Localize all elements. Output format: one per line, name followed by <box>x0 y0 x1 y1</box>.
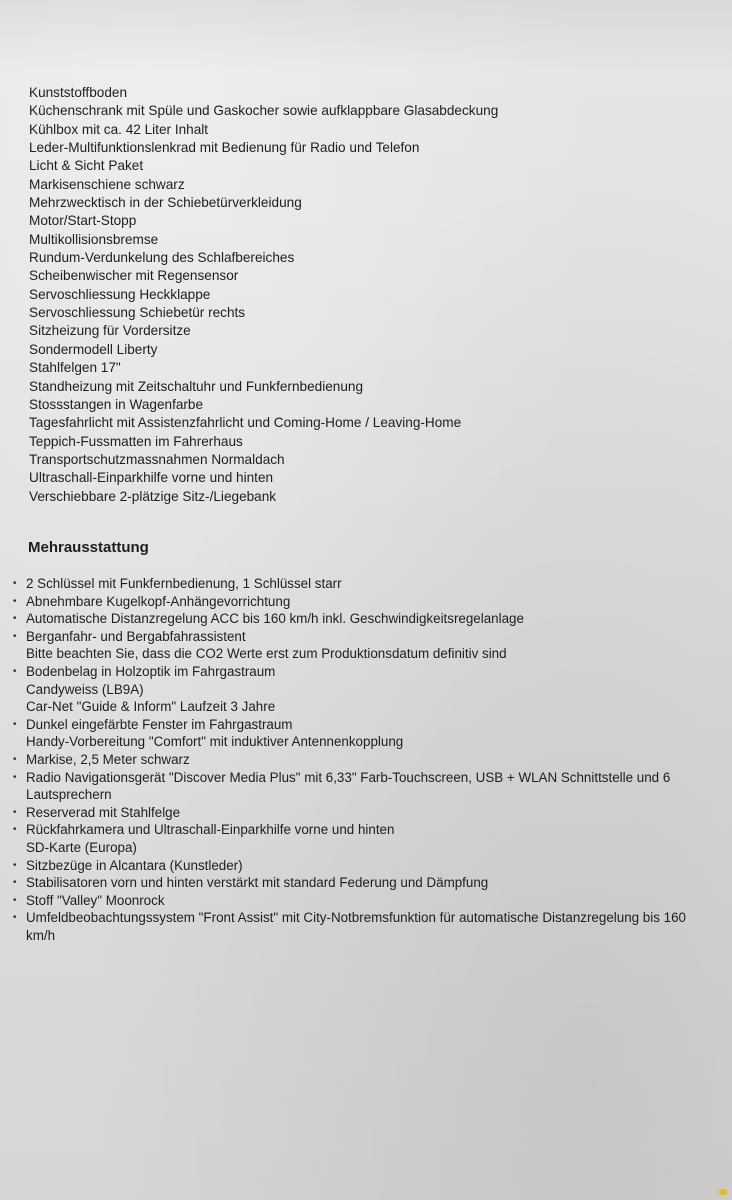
standard-item: Küchenschrank mit Spüle und Gaskocher sowie aufklappbare Glasabdeckung <box>29 103 499 119</box>
bullet-icon: • <box>13 718 17 730</box>
extra-item <box>26 681 710 699</box>
standard-item: Teppich-Fussmatten im Fahrerhaus <box>29 433 243 449</box>
extra-item-text: Automatische Distanzregelung ACC bis 160 km/h inkl. Geschwindigkeitsregelanlage <box>26 611 524 627</box>
bullet-icon: • <box>13 578 17 589</box>
extra-item <box>13 751 710 769</box>
extra-item <box>26 698 710 716</box>
bullet-icon: • <box>13 771 17 783</box>
standard-item: Transportschutzmassnahmen Normaldach <box>29 451 285 467</box>
bullet-icon: • <box>13 877 17 889</box>
extra-item-text: Stoff "Valley" Moonrock <box>26 892 165 908</box>
bullet-icon: • <box>13 613 17 625</box>
extra-item-text: Umfeldbeobachtungssystem "Front Assist" mit City-Notbremsfunktion für automatische Distanzregelung bis 160 km/h <box>26 910 686 943</box>
extra-item <box>13 663 710 681</box>
extra-item <box>13 575 710 593</box>
extra-item-text: Car-Net "Guide & Inform" Laufzeit 3 Jahre <box>26 699 276 715</box>
extra-item-text: Sitzbezüge in Alcantara (Kunstleder) <box>26 857 243 873</box>
standard-item: Verschiebbare 2-plätzige Sitz-/Liegebank <box>29 488 277 504</box>
extra-item-text: Radio Navigationsgerät "Discover Media Plus" mit 6,33" Farb-Touchscreen, USB + WLAN Schnittstelle und 6 Lautsprechern <box>26 769 671 803</box>
bullet-icon: • <box>13 753 17 765</box>
standard-item: Licht & Sicht Paket <box>29 158 144 174</box>
extra-equipment-list <box>13 575 710 944</box>
extra-item <box>13 804 710 822</box>
extra-item <box>13 593 710 611</box>
standard-item: Kunststoffboden <box>29 85 128 100</box>
extra-item-text: Reserverad mit Stahlfelge <box>26 804 181 820</box>
extra-item-text: Candyweiss (LB9A) <box>26 681 144 697</box>
standard-item: Tagesfahrlicht mit Assistenzfahrlicht und Coming-Home / Leaving-Home <box>29 415 462 431</box>
bullet-icon: • <box>13 859 17 871</box>
extra-item <box>13 610 710 628</box>
bullet-icon: • <box>13 595 17 607</box>
extra-item <box>26 733 710 751</box>
corner-mark <box>719 1189 727 1195</box>
extra-item-text: Bodenbelag in Holzoptik im Fahrgastraum <box>26 663 276 679</box>
standard-item: Sitzheizung für Vordersitze <box>29 323 191 339</box>
standard-item: Servoschliessung Heckklappe <box>29 286 211 302</box>
extra-item-text: Stabilisatoren vorn und hinten verstärkt mit standard Federung und Dämpfung <box>26 875 489 891</box>
standard-equipment-list <box>29 84 498 506</box>
extra-item-text: Rückfahrkamera und Ultraschall-Einparkhilfe vorne und hinten <box>26 822 395 838</box>
extra-item <box>13 821 710 839</box>
extra-item-text: Dunkel eingefärbte Fenster im Fahrgastraum <box>26 716 293 732</box>
extra-item-text: SD-Karte (Europa) <box>26 839 137 855</box>
bullet-icon: • <box>13 665 17 677</box>
extra-item <box>26 645 710 663</box>
extra-item-text: Handy-Vorbereitung "Comfort" mit induktiver Antennenkopplung <box>26 734 404 750</box>
standard-item: Markisenschiene schwarz <box>29 176 185 192</box>
standard-item: Leder-Multifunktionslenkrad mit Bedienung für Radio und Telefon <box>29 140 420 156</box>
extra-item-text: Berganfahr- und Bergabfahrassistent <box>26 628 246 644</box>
standard-item: Stossstangen in Wagenfarbe <box>29 396 204 412</box>
section-title: Mehrausstattung <box>28 539 149 556</box>
extra-item <box>13 628 710 646</box>
bullet-icon: • <box>13 824 17 836</box>
standard-item: Rundum-Verdunkelung des Schlafbereiches <box>29 250 295 266</box>
standard-item: Servoschliessung Schiebetür rechts <box>29 305 246 321</box>
standard-item: Standheizung mit Zeitschaltuhr und Funkfernbedienung <box>29 378 364 394</box>
standard-item: Stahlfelgen 17" <box>29 360 121 376</box>
extra-item <box>13 874 710 892</box>
extra-item <box>13 769 710 804</box>
bullet-icon: • <box>13 630 17 642</box>
paper-shadow <box>0 0 732 70</box>
standard-item: Scheibenwischer mit Regensensor <box>29 268 239 284</box>
standard-item: Sondermodell Liberty <box>29 341 158 357</box>
extra-item-text: Abnehmbare Kugelkopf-Anhängevorrichtung <box>26 593 291 609</box>
bullet-icon: • <box>13 894 17 906</box>
extra-item <box>13 716 710 734</box>
bullet-icon: • <box>13 806 17 818</box>
standard-item: Mehrzwecktisch in der Schiebetürverkleidung <box>29 195 302 211</box>
extra-item-text: Markise, 2,5 Meter schwarz <box>26 751 190 767</box>
extra-item-text: Bitte beachten Sie, dass die CO2 Werte erst zum Produktionsdatum definitiv sind <box>26 646 507 662</box>
extra-item <box>13 892 710 910</box>
standard-item: Motor/Start-Stopp <box>29 213 137 229</box>
extra-item-text: 2 Schlüssel mit Funkfernbedienung, 1 Schlüssel starr <box>26 576 342 591</box>
extra-item <box>13 857 710 875</box>
extra-item <box>26 839 710 857</box>
bullet-icon: • <box>13 912 17 924</box>
standard-item: Ultraschall-Einparkhilfe vorne und hinten <box>29 470 274 486</box>
standard-item: Multikollisionsbremse <box>29 231 159 247</box>
extra-item <box>13 909 710 944</box>
standard-item: Kühlbox mit ca. 42 Liter Inhalt <box>29 121 209 137</box>
